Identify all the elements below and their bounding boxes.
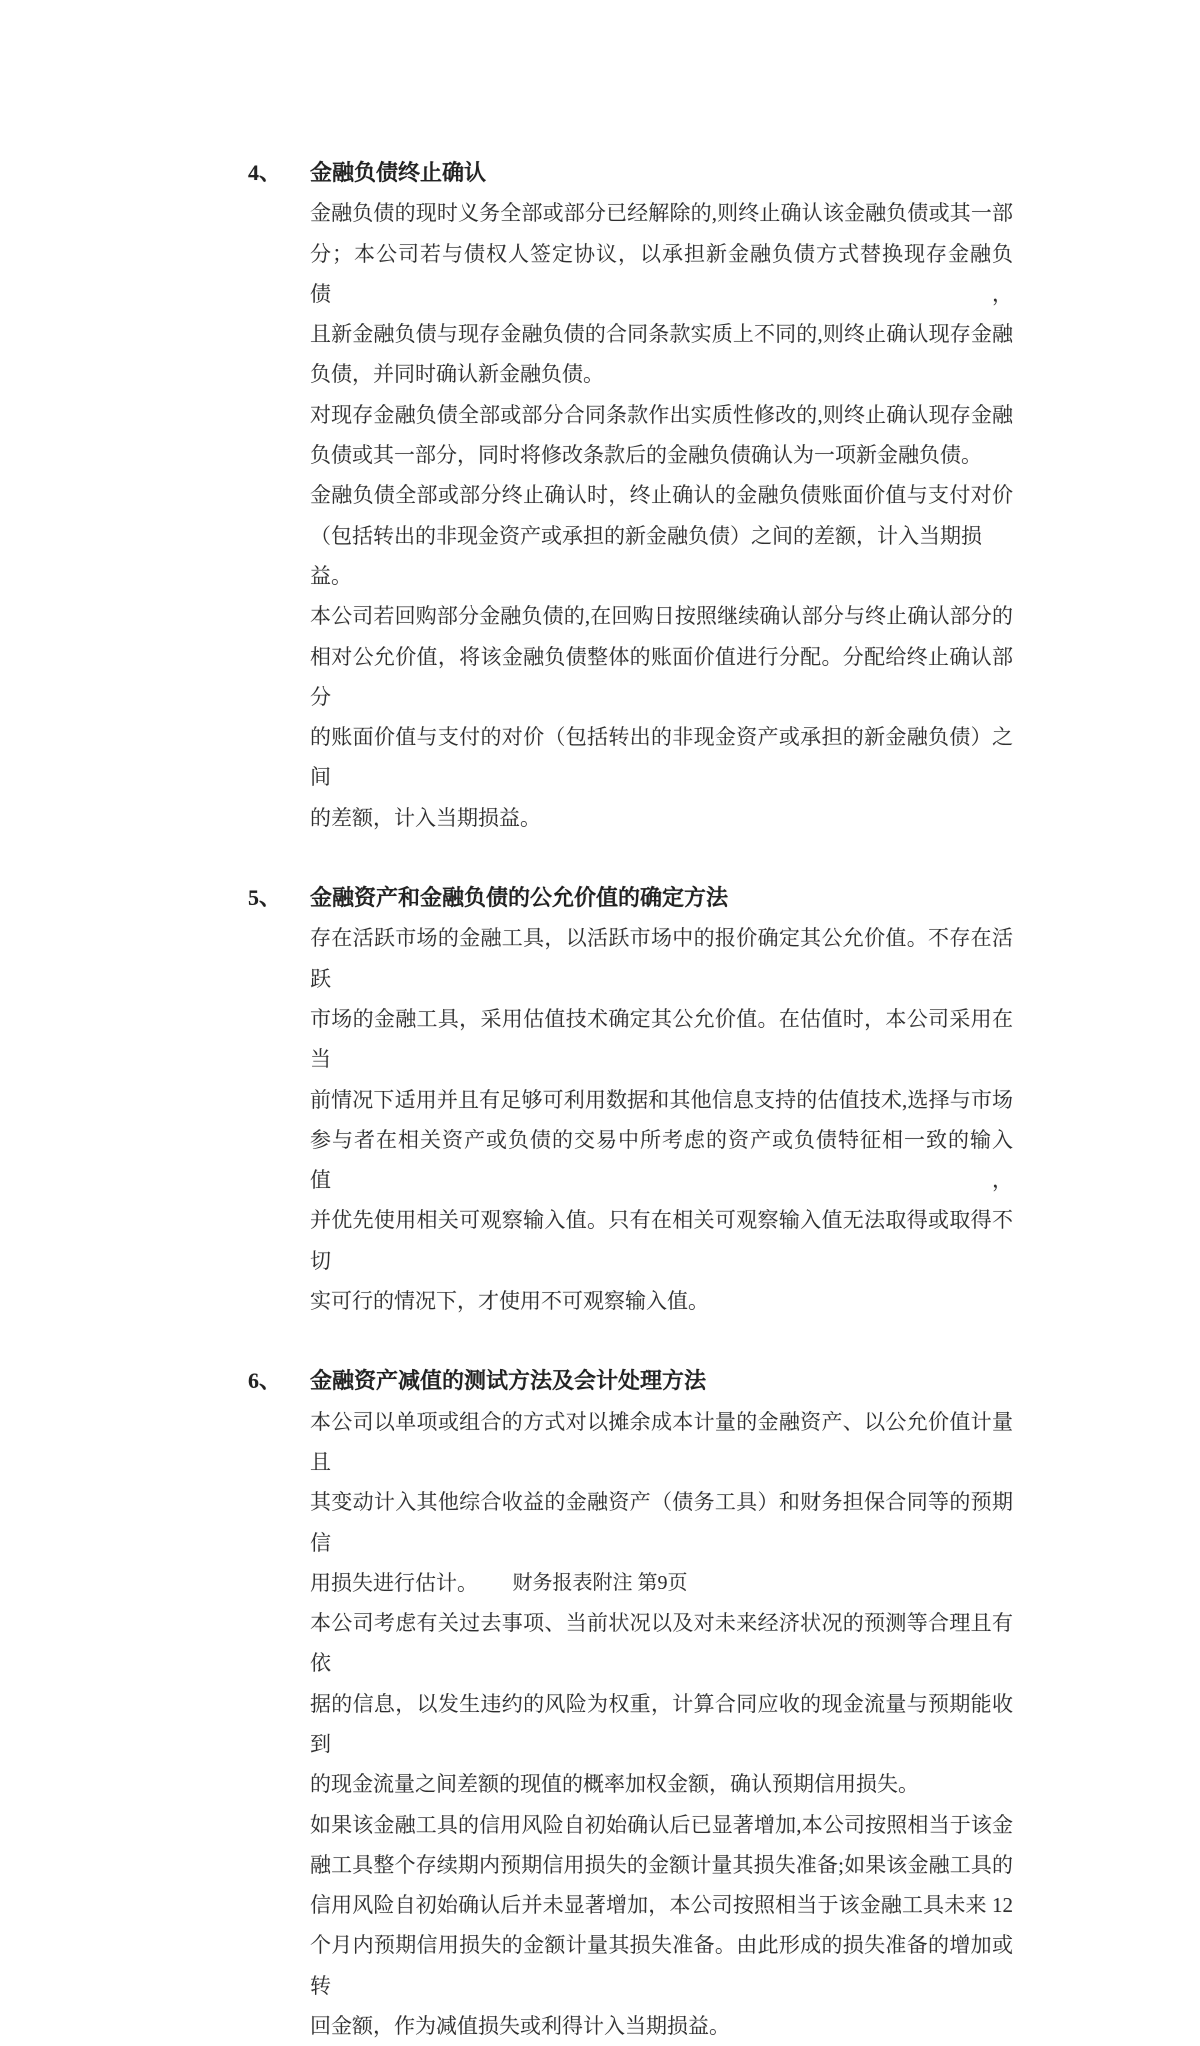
text-line: 本公司考虑有关过去事项、当前状况以及对未来经济状况的预测等合理且有依	[310, 1611, 1013, 1676]
section-body	[310, 918, 1013, 1321]
section-body	[310, 1402, 1013, 2046]
text-line: 融工具整个存续期内预期信用损失的金额计量其损失准备;如果该金融工具的	[310, 1852, 1013, 1877]
paragraph	[310, 193, 1013, 394]
paragraph	[310, 475, 1013, 596]
section-4	[248, 153, 1013, 838]
section-number: 5、	[248, 885, 282, 911]
text-line: 个月内预期信用损失的金额计量其损失准备。由此形成的损失准备的增加或转	[310, 1933, 1013, 1998]
text-line: 相对公允价值，将该金融负债整体的账面价值进行分配。分配给终止确认部分	[310, 644, 1013, 709]
section-body	[310, 193, 1013, 838]
notes-content	[248, 153, 1013, 2046]
text-line: 本公司若回购部分金融负债的,在回购日按照继续确认部分与终止确认部分的	[310, 604, 1013, 629]
text-line: 且新金融负债与现存金融负债的合同条款实质上不同的,则终止确认现存金融	[310, 322, 1013, 347]
text-line: 金融负债的现时义务全部或部分已经解除的,则终止确认该金融负债或其一部	[310, 201, 1013, 226]
text-line: 市场的金融工具，采用估值技术确定其公允价值。在估值时，本公司采用在当	[310, 1006, 1013, 1072]
section-6	[248, 1361, 1013, 2046]
text-line: 据的信息，以发生违约的风险为权重，计算合同应收的现金流量与预期能收到	[310, 1691, 1013, 1756]
text-line: 信用风险自初始确认后并未显著增加，本公司按照相当于该金融工具未来 12	[310, 1893, 1013, 1918]
footer-text: 财务报表附注 第9页	[512, 1572, 688, 1594]
text-line: 前情况下适用并且有足够可利用数据和其他信息支持的估值技术,选择与市场	[310, 1087, 1013, 1112]
page-footer	[0, 1563, 1200, 1603]
paragraph	[310, 395, 1013, 476]
paragraph	[310, 596, 1013, 838]
paragraph	[310, 1805, 1013, 2046]
paragraph	[310, 1603, 1013, 1804]
text-line: 金融负债全部或部分终止确认时，终止确认的金融负债账面价值与支付对价	[310, 483, 1013, 508]
section-heading	[248, 1361, 1013, 1401]
text-line: 实可行的情况下，才使用不可观察输入值。	[310, 1289, 709, 1314]
text-line: 负债或其一部分，同时将修改条款后的金融负债确认为一项新金融负债。	[310, 443, 982, 468]
text-line: 用损失进行估计。	[310, 1570, 478, 1595]
paragraph	[310, 918, 1013, 1321]
text-line: 负债，并同时确认新金融负债。	[310, 362, 604, 387]
text-line: 的账面价值与支付的对价（包括转出的非现金资产或承担的新金融负债）之间	[310, 725, 1013, 790]
text-line: 存在活跃市场的金融工具，以活跃市场中的报价确定其公允价值。不存在活跃	[310, 926, 1013, 991]
section-title: 金融负债终止确认	[310, 160, 487, 185]
text-line: 其变动计入其他综合收益的金融资产（债务工具）和财务担保合同等的预期信	[310, 1490, 1013, 1555]
section-title: 金融资产和金融负债的公允价值的确定方法	[310, 885, 729, 911]
text-line: （包括转出的非现金资产或承担的新金融负债）之间的差额，计入当期损益。	[310, 523, 982, 588]
text-line: 对现存金融负债全部或部分合同条款作出实质性修改的,则终止确认现存金融	[310, 402, 1013, 427]
text-line: 分；本公司若与债权人签定协议，以承担新金融负债方式替换现存金融负债，	[310, 241, 1013, 306]
text-line: 如果该金融工具的信用风险自初始确认后已显著增加,本公司按照相当于该金	[310, 1812, 1013, 1837]
section-heading	[248, 878, 1013, 918]
text-line: 参与者在相关资产或负债的交易中所考虑的资产或负债特征相一致的输入值，	[310, 1127, 1013, 1193]
text-line: 本公司以单项或组合的方式对以摊余成本计量的金融资产、以公允价值计量且	[310, 1409, 1013, 1474]
text-line: 的差额，计入当期损益。	[310, 805, 541, 830]
section-5	[248, 878, 1013, 1321]
section-number: 6、	[248, 1368, 282, 1394]
text-line: 的现金流量之间差额的现值的概率加权金额，确认预期信用损失。	[310, 1772, 919, 1797]
section-heading	[248, 153, 1013, 193]
section-number: 4、	[248, 160, 282, 185]
text-line: 回金额，作为减值损失或利得计入当期损益。	[310, 2014, 730, 2039]
section-title: 金融资产减值的测试方法及会计处理方法	[310, 1368, 707, 1394]
text-line: 并优先使用相关可观察输入值。只有在相关可观察输入值无法取得或取得不切	[310, 1208, 1013, 1273]
